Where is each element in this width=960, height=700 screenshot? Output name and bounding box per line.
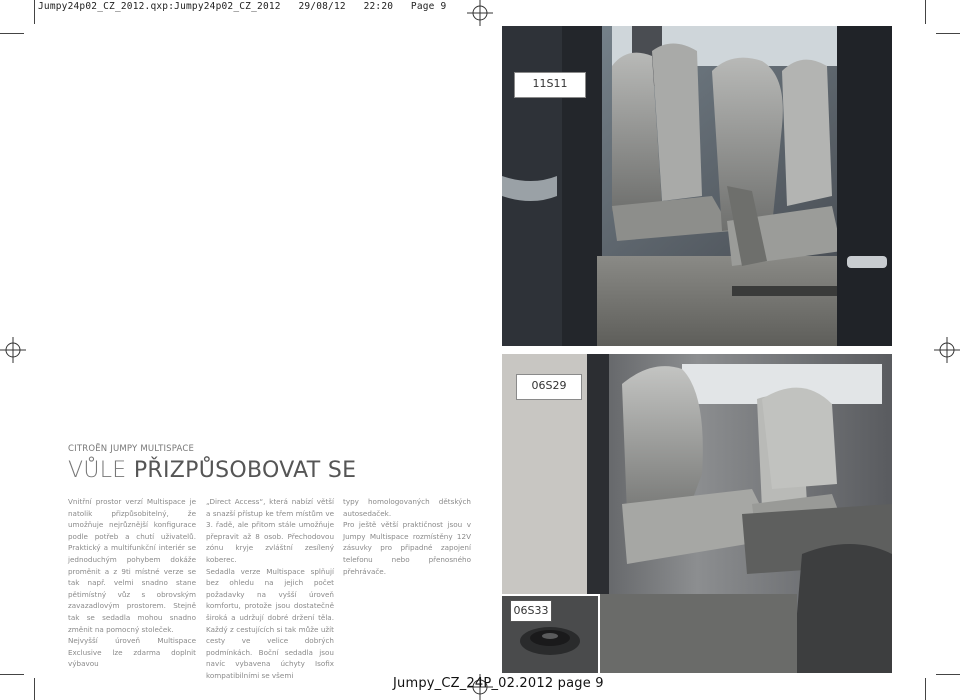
van-interior-photo-bottom [502,354,892,673]
paragraph: „Direct Access“, která nabízí větší a snazší přístup ke třem místům ve 3. řadě, ale přitom stále umožňuje přepravit až 8 osob. Přechodovou zónu kryje zvláštní zesílený koberec. [206,497,334,564]
crop-mark [0,674,24,675]
photo-code-label: 11S11 [514,72,586,98]
registration-mark-icon [467,0,493,26]
text-column-2 [206,496,334,682]
photo-code-label: 06S33 [510,600,552,622]
paragraph: Pro ještě větší praktičnost jsou v Jumpy Multispace rozmístěny 12V zásuvky pro připadné zapojení telefonu nebo přenosného přehrávače. [343,520,471,576]
text-column-1 [68,496,196,670]
registration-mark-icon [0,337,26,363]
title-part-bold: PŘIZPŮSOBOVAT SE [133,458,357,483]
crop-mark [0,33,24,34]
crop-mark [925,0,926,24]
registration-mark-icon [934,337,960,363]
paragraph: Sedadla verze Multispace splňují bez ohledu na jejich počet požadavky na vyšší úroveň komfortu, protože jsou dostatečně široká a udržují dobré držení těla. Každý z cestujících si tak může užít cesty ve velice dobrých podmínkách. Boční sedadla jsou navíc vybavena úchyty Isofix kompatibilními se všemi [206,566,334,680]
crop-mark [936,674,960,675]
text-column-3 [343,496,471,577]
photo-code-label: 06S29 [516,374,582,400]
page-footer: Jumpy_CZ_24P_02.2012 page 9 [393,676,604,691]
inset-socket-photo [502,594,600,673]
print-slug-line: Jumpy24p02_CZ_2012.qxp:Jumpy24p02_CZ_2012 29/08/12 22:20 Page 9 [38,1,447,12]
crop-mark [925,678,926,700]
crop-mark [936,33,960,34]
crop-mark [34,0,35,24]
page-title [68,458,356,483]
title-part-light: VŮLE [68,458,134,483]
paragraph: Nejvyšší úroveň Multispace Exclusive lze zdarma doplnit výbavou [68,636,196,669]
van-interior-photo-top [502,26,892,346]
crop-mark [34,678,35,700]
brand-eyebrow: CITROËN JUMPY MULTISPACE [68,444,195,454]
paragraph: Vnitřní prostor verzí Multispace je natolik přizpůsobitelný, že umožňuje nejrůznější konfigurace podle potřeb a chutí uživatelů. Praktický a multifunkční interiér se jednoduchým pohybem dokáže proměnit a z 9ti místné verze se tak např. velmi snadno stane pětimístný vůz s obrovským zavazadlovým prostorem. Stejně tak se sedadla mohou snadno změnit na pomocný stoleček. [68,497,196,634]
paragraph: typy homologovaných dětských autosedaček. [343,497,471,518]
